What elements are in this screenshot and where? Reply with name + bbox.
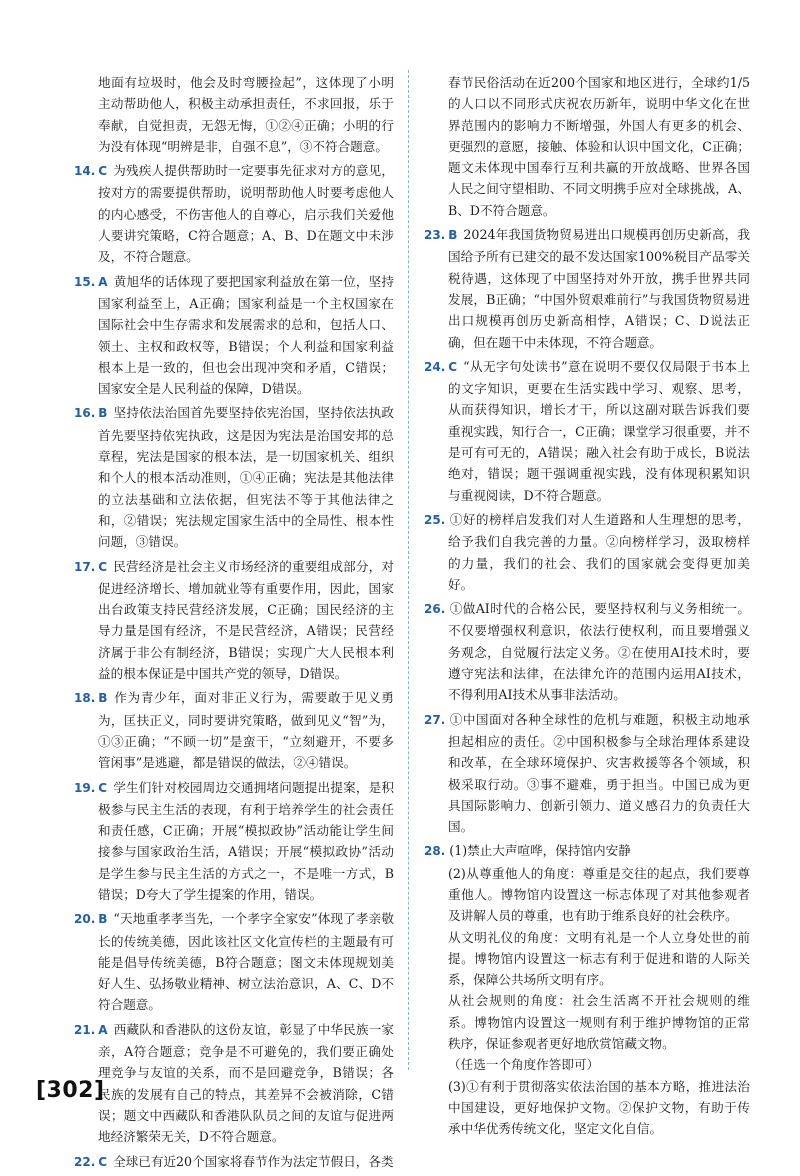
- answer-letter: C: [448, 359, 458, 374]
- answer-text: 从社会规则的角度：社会生活离不开社会规则的维系。博物馆内设置这一规则有利于维护博物馆的正常秩序，保证参观者更好地欣赏馆藏文物。: [448, 993, 750, 1052]
- answer-28: [424, 840, 750, 1139]
- answer-22: [74, 1151, 394, 1173]
- question-number: 25.: [424, 512, 446, 527]
- page-number: [302]: [36, 1078, 105, 1103]
- answer-text: “天地重孝孝当先，一个孝字全家安”体现了孝亲敬长的传统美德，因此该社区文化宣传栏的主题最有可能是倡导传统美德，B符合题意；图文未体现规划美好人生、弘扬敬业精神、树立法治意识，A、C、D不符合题意。: [98, 911, 394, 1013]
- question-number: 21.: [74, 1022, 96, 1037]
- answer-letter: C: [98, 780, 108, 795]
- answer-letter: B: [98, 912, 108, 927]
- answer-13-continued: [74, 72, 394, 157]
- answer-text: ①中国面对各种全球性的危机与难题，积极主动地承担起相应的责任。②中国积极参与全球治理体系建设和改革，在全球环境保护、灾害救援等各个领域，积极采取行动。③事不避难，勇于担当。中国已成为更具国际影响力、创新引领力、道义感召力的负责任大国。: [448, 711, 750, 835]
- question-number: 20.: [74, 912, 96, 927]
- answer-letter: C: [98, 164, 108, 179]
- question-number: 14.: [74, 164, 96, 179]
- question-number: 28.: [424, 844, 446, 859]
- question-number: 23.: [424, 228, 446, 243]
- answer-text: 民营经济是社会主义市场经济的重要组成部分，对促进经济增长、增加就业等有重要作用，因此，国家出台政策支持民营经济发展，C正确；国民经济的主导力量是国有经济，不是民营经济，A错误；民营经济属于非公有制经济，B错误；实现广大人民根本利益的根本保证是中国共产党的领导，D错误。: [98, 558, 394, 682]
- question-number: 16.: [74, 406, 96, 421]
- answer-letter: B: [98, 691, 108, 706]
- question-number: 17.: [74, 559, 96, 574]
- question-number: 18.: [74, 691, 96, 706]
- answer-24: [424, 356, 750, 506]
- answer-20: [74, 908, 394, 1015]
- answer-text: 坚持依法治国首先要坚持依宪治国，坚持依法执政首先要坚持依宪执政，这是因为宪法是治国安邦的总章程，宪法是国家的根本法，是一切国家机关、组织和个人的根本活动准则，①④正确；宪法是其他法律的立法基础和立法依据，但宪法不等于其他法律之和，②错误；宪法规定国家生活中的全局性、根本性问题，③错误。: [98, 405, 394, 550]
- answer-text: 学生们针对校园周边交通拥堵问题提出提案，是积极参与民主生活的表现，有利于培养学生的社会责任和责任感，C正确；开展“模拟政协”活动能让学生间接参与国家政治生活，A错误；开展“模拟政协”活动是学生参与民主生活的方式之一，不是唯一方式，B错误；D夸大了学生提案的作用，错误。: [98, 779, 394, 902]
- answer-letter: C: [98, 559, 108, 574]
- answer-text: “从无字句处读书”意在说明不要仅仅局限于书本上的文字知识，更要在生活实践中学习、观察、思考，从而获得知识，增长才干，所以这副对联告诉我们要重视实践，知行合一，C正确；课堂学习很重要，并不是可有可无的，A错误；融入社会有助于成长，B说法绝对，错误；题干强调重视实践，没有体现积累知识与重视阅读，D不符合题意。: [448, 358, 750, 503]
- answer-19: [74, 777, 394, 906]
- answer-text: 地面有垃圾时，他会及时弯腰捡起”，这体现了小明主动帮助他人，积极主动承担责任，不求回报，乐于奉献，自觉担责，无怨无悔，①②④正确；小明的行为没有体现“明辨是非，自强不息”，③不符合题意。: [98, 75, 394, 154]
- answer-text: 从文明礼仪的角度：文明有礼是一个人立身处世的前提。博物馆内设置这一标志有利于促进和谐的人际关系，保障公共场所文明有序。: [448, 929, 750, 988]
- answer-23: [424, 224, 750, 353]
- answer-letter: C: [98, 1154, 108, 1169]
- answer-note: （任选一个角度作答即可）: [448, 1057, 600, 1073]
- answer-text: 黄旭华的话体现了要把国家利益放在第一位，坚持国家利益至上，A正确；国家利益是一个主权国家在国际社会中生存需求和发展需求的总和，包括人口、领土、主权和政权等，B错误；个人利益和国家利益根本上是一致的，但也会出现冲突和矛盾，C错误；国家安全是人民利益的保障，D错误。: [98, 273, 394, 397]
- answer-letter: B: [448, 228, 458, 243]
- question-number: 24.: [424, 359, 446, 374]
- answer-text: ①做AI时代的合格公民，要坚持权利与义务相统一。不仅要增强权利意识，依法行使权利，而且要增强义务观念，自觉履行法定义务。②在使用AI技术时，要遵守宪法和法律，在法律允许的范围内运用AI技术，不得利用AI技术从事非法活动。: [448, 601, 750, 703]
- question-number: 27.: [424, 712, 446, 727]
- answer-letter: A: [98, 274, 108, 289]
- answer-text: 春节民俗活动在近200个国家和地区进行，全球约1/5的人口以不同形式庆祝农历新年，说明中华文化在世界范围内的影响力不断增强，外国人有更多的机会、更强烈的意愿，接触、体验和认识中国文化，C正确；题文未体现中国奉行互利共赢的开放战略、世界各国人民之间守望相助、不同文明携手应对全球挑战，A、B、D不符合题意。: [448, 75, 750, 218]
- answer-16: [74, 402, 394, 552]
- right-column: [424, 72, 750, 1143]
- answer-25: [424, 509, 750, 595]
- answer-text: 2024年我国货物贸易进出口规模再创历史新高，我国给予所有已建交的最不发达国家100%税目产品零关税待遇，这体现了中国坚持对外开放，携手世界共同发展，B正确；“中国外贸艰难前行”与我国货物贸易进出口规模再创历史新高相悖，A错误；C、D说法正确，但在题干中未体现，不符合题意。: [448, 227, 750, 350]
- answer-text: (3)①有利于贯彻落实依法治国的基本方略，推进法治中国建设，更好地保护文物。②保护文物，有助于传承中华优秀传统文化，坚定文化自信。: [448, 1078, 750, 1137]
- answer-text: ①好的榜样启发我们对人生道路和人生理想的思考，给予我们自我完善的力量。②向榜样学习，汲取榜样的力量，我们的社会、我们的国家就会变得更加美好。: [448, 511, 750, 592]
- answer-14: [74, 160, 394, 267]
- answer-text: 西藏队和香港队的这份友谊，彰显了中华民族一家亲，A符合题意；竞争是不可避免的，我们要正确处理竞争与友谊的关系，而不是回避竞争，B错误；各民族的发展有自己的特点，其差异不会被消除，C错误；题文中西藏队和香港队队员之间的友谊与促进两地经济繁荣无关，D不符合题意。: [98, 1021, 394, 1145]
- left-column: [74, 72, 394, 1176]
- answer-17: [74, 556, 394, 685]
- answer-22-continued: [424, 72, 750, 221]
- question-number: 26.: [424, 602, 446, 617]
- answer-15: [74, 271, 394, 400]
- answer-text: 全球已有近20个国家将春节作为法定节假日，各类: [113, 1153, 394, 1169]
- answer-letter: B: [98, 406, 108, 421]
- column-divider: [408, 70, 409, 1070]
- answer-27: [424, 709, 750, 838]
- answer-text: 为残疾人提供帮助时一定要事先征求对方的意见，按对方的需要提供帮助，说明帮助他人时要考虑他人的内心感受，不伤害他人的自尊心，启示我们关爱他人要讲究策略，C符合题意；A、B、D在题文中未涉及，不符合题意。: [98, 163, 394, 265]
- question-number: 19.: [74, 780, 96, 795]
- question-number: 22.: [74, 1154, 96, 1169]
- answer-text: (1)禁止大声喧哗，保持馆内安静: [449, 843, 631, 859]
- answer-letter: A: [98, 1022, 108, 1037]
- answer-text: 作为青少年，面对非正义行为，需要敢于见义勇为，匡扶正义，同时要讲究策略，做到见义“智”为，①③正确；“不顾一切”是蛮干，“立刻避开，不要多管闲事”是逃避，都是错误的做法，②④错误。: [98, 690, 394, 771]
- question-number: 15.: [74, 274, 96, 289]
- answer-26: [424, 598, 750, 705]
- answer-text: (2)从尊重他人的角度：尊重是交往的起点，我们要尊重他人。博物馆内设置这一标志体现了对其他参观者及讲解人员的尊重，也有助于维系良好的社会秩序。: [448, 865, 750, 924]
- answer-18: [74, 687, 394, 773]
- answer-21: [74, 1019, 394, 1148]
